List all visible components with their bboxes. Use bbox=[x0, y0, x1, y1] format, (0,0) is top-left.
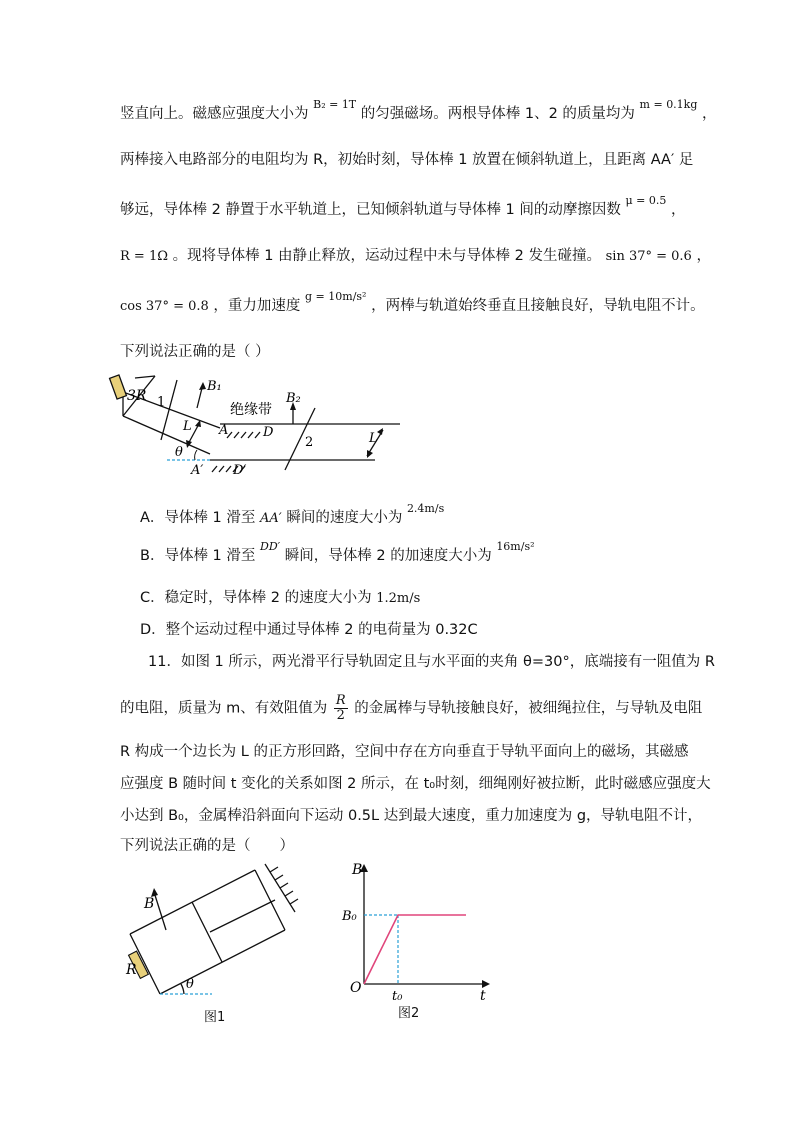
q11-figure-1 bbox=[120, 860, 310, 1000]
q10-question-prompt: 下列说法正确的是（ ） bbox=[120, 344, 270, 360]
q10-line-4 bbox=[120, 246, 711, 267]
option-value: 1.2m/s bbox=[376, 591, 421, 606]
text-segment: ， bbox=[696, 248, 711, 264]
b-t-graph bbox=[364, 915, 466, 984]
label-theta: θ bbox=[186, 977, 194, 992]
formula-mass: m = 0.1kg bbox=[639, 98, 698, 111]
label-t-axis: t bbox=[480, 988, 486, 1004]
q10-line-5 bbox=[120, 290, 705, 317]
option-math: AA′ bbox=[259, 511, 282, 526]
label-bar-2: 2 bbox=[305, 435, 314, 450]
label-d: D bbox=[263, 425, 274, 440]
formula-mu: μ = 0.5 bbox=[625, 194, 667, 207]
l-arrowhead-2 bbox=[186, 440, 192, 448]
q11-figure-2 bbox=[338, 858, 498, 1008]
label-a-prime: A′ bbox=[191, 463, 204, 478]
rail-bottom bbox=[160, 930, 285, 994]
label-bar-1: 1 bbox=[157, 395, 166, 410]
incline-bracket-top bbox=[135, 376, 155, 378]
l-arrowhead-1 bbox=[195, 420, 201, 427]
option-math: DD′ bbox=[260, 540, 281, 553]
label-3r: 3R bbox=[127, 388, 147, 404]
label-b2: B₂ bbox=[286, 391, 301, 406]
formula-b2: B₂ = 1T bbox=[313, 98, 357, 111]
text-segment: 的电阻，质量为 m、有效阻值为 bbox=[120, 700, 328, 717]
q11-line-2 bbox=[120, 694, 702, 723]
text-segment: 。现将导体棒 1 由静止释放，运动过程中未与导体棒 2 发生碰撞。 bbox=[172, 248, 601, 264]
q11-line-3: R 构成一个边长为 L 的正方形回路，空间中存在方向垂直于导轨平面向上的磁场，其磁感 bbox=[120, 744, 689, 760]
option-text: A．导体棒 1 滑至 bbox=[140, 510, 256, 526]
text-segment: ，两棒与轨道始终垂直且接触良好，导轨电阻不计。 bbox=[371, 298, 705, 314]
label-r: R bbox=[126, 962, 137, 978]
text-segment: ， bbox=[670, 202, 686, 218]
text-segment: 竖直向上。磁感应强度大小为 bbox=[120, 106, 309, 122]
q11-line-1: 11．如图 1 所示，两光滑平行导轨固定且与水平面的夹角 θ=30°，底端接有一阻值为 R bbox=[148, 654, 715, 670]
formula-cos: cos 37° = 0.8 bbox=[120, 299, 209, 314]
text-segment: 的匀强磁场。两根导体棒 1、2 的质量均为 bbox=[360, 106, 635, 122]
theta-arc bbox=[181, 984, 184, 994]
label-t0: t₀ bbox=[392, 989, 403, 1004]
text-segment: ，重力加速度 bbox=[213, 298, 301, 314]
option-value: 16m/s² bbox=[496, 540, 535, 553]
q11-line-4: 应强度 B 随时间 t 变化的关系如图 2 所示，在 t₀时刻，细绳刚好被拉断，此时磁感应强度大 bbox=[120, 776, 711, 792]
q11-line-5: 小达到 B₀，金属棒沿斜面向下运动 0.5L 达到最大速度，重力加速度为 g，导轨电阻不计， bbox=[120, 808, 703, 824]
formula-sin: sin 37° = 0.6 bbox=[605, 249, 692, 264]
option-text: 瞬间，导体棒 2 的加速度大小为 bbox=[284, 548, 492, 564]
q10-line-3 bbox=[120, 194, 686, 221]
option-a[interactable] bbox=[140, 502, 445, 527]
label-insulation: 绝缘带 bbox=[230, 402, 272, 418]
label-a: A bbox=[219, 423, 229, 438]
text-segment: 够远，导体棒 2 静置于水平轨道上，已知倾斜轨道与导体棒 1 间的动摩擦因数 bbox=[120, 202, 621, 218]
label-theta: θ bbox=[175, 445, 183, 460]
option-c[interactable] bbox=[140, 586, 420, 607]
label-l-right: L bbox=[369, 431, 378, 446]
text-segment: 的金属棒与导轨接触良好，被细绳拉住，与导轨及电阻 bbox=[354, 700, 703, 717]
fraction-denominator: 2 bbox=[336, 708, 345, 723]
label-b1: B₁ bbox=[207, 379, 222, 394]
b1-arrowhead bbox=[199, 382, 206, 390]
t-axis-arrowhead bbox=[482, 980, 490, 988]
option-text: 瞬间的速度大小为 bbox=[286, 510, 403, 526]
option-text: C．稳定时，导体棒 2 的速度大小为 bbox=[140, 590, 372, 606]
formula-r: R = 1Ω bbox=[120, 249, 168, 264]
wall-hatch bbox=[270, 867, 298, 904]
string bbox=[210, 900, 275, 932]
q11-question-prompt: 下列说法正确的是（ ） bbox=[120, 838, 294, 854]
resistor-3r bbox=[110, 375, 127, 399]
formula-g: g = 10m/s² bbox=[305, 290, 367, 303]
b-arrow bbox=[154, 892, 166, 930]
fraction-numerator: R bbox=[335, 693, 346, 708]
label-b: B bbox=[144, 896, 155, 912]
fraction-r-over-2 bbox=[334, 694, 348, 723]
theta-arc bbox=[195, 450, 197, 460]
q10-line-2: 两棒接入电路部分的电阻均为 R，初始时刻，导体棒 1 放置在倾斜轨道上，且距离 AA′ 足 bbox=[120, 152, 694, 168]
figure-2-caption: 图2 bbox=[398, 1006, 420, 1021]
insulation-hatch-top bbox=[227, 432, 260, 438]
option-value: 2.4m/s bbox=[406, 502, 445, 515]
label-d-prime: D′ bbox=[233, 463, 247, 478]
bar-1 bbox=[161, 380, 177, 440]
label-b-axis: B bbox=[352, 862, 363, 878]
q10-rail-diagram bbox=[115, 370, 415, 480]
figure-1-caption: 图1 bbox=[204, 1010, 226, 1025]
metal-bar bbox=[192, 902, 222, 962]
label-l-incline: L bbox=[183, 419, 192, 434]
label-origin: O bbox=[350, 980, 362, 996]
option-text: B．导体棒 1 滑至 bbox=[140, 548, 256, 564]
text-segment: ， bbox=[702, 106, 717, 122]
label-b0: B₀ bbox=[342, 909, 357, 924]
q10-line-1 bbox=[120, 98, 717, 125]
option-b[interactable] bbox=[140, 540, 535, 565]
option-d[interactable]: D．整个运动过程中通过导体棒 2 的电荷量为 0.32C bbox=[140, 622, 478, 638]
rail-right-end bbox=[255, 870, 285, 930]
